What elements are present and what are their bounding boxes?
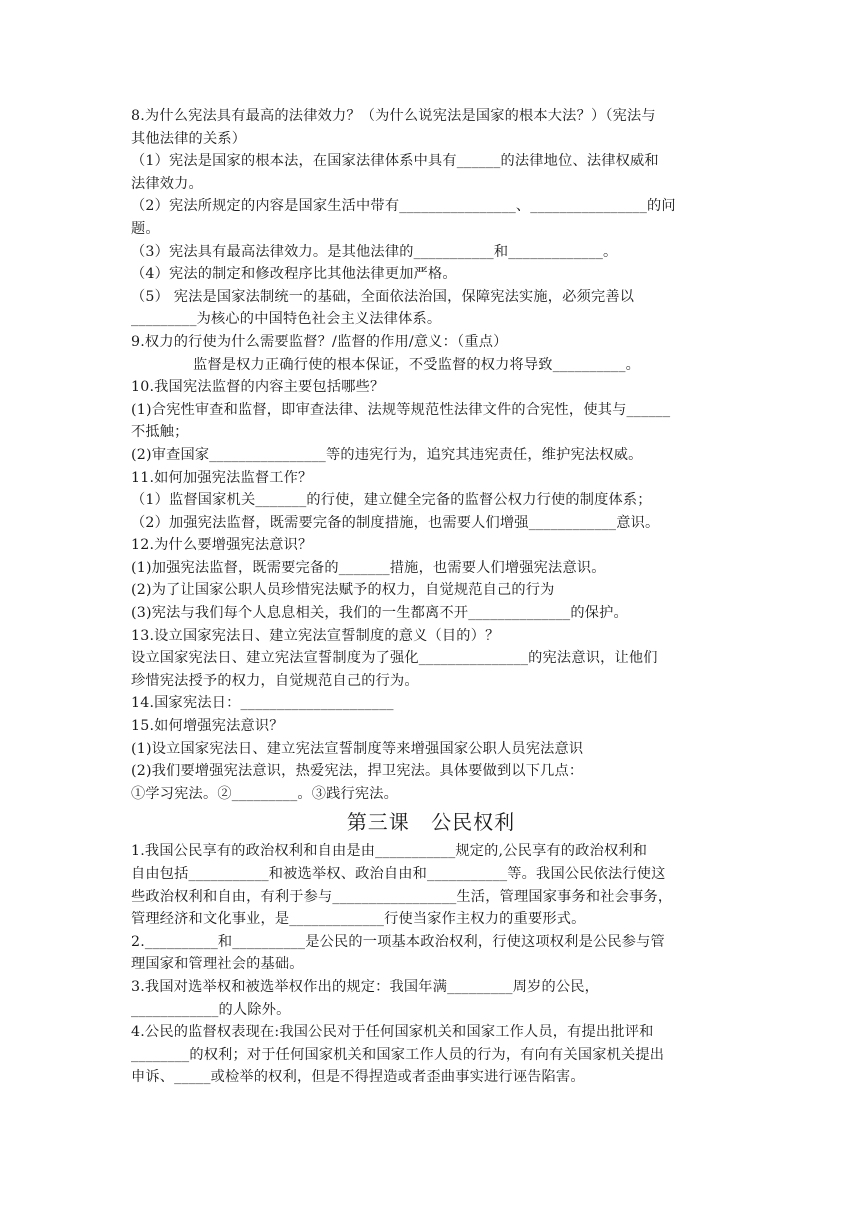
text-line: 12.为什么要增强宪法意识？ — [131, 537, 313, 554]
text-line: 理国家和管理社会的基础。 — [131, 956, 304, 973]
text-line: （2）加强宪法监督，既需要完备的制度措施，也需要人们增强____________意识。 — [131, 514, 660, 531]
text-line: (2)我们要增强宪法意识，热爱宪法，捍卫宪法。具体要做到以下几点： — [131, 763, 584, 780]
section-questions-8-15 — [131, 105, 731, 805]
text-line: 4.公民的监督权表现在:我国公民对于任何国家机关和国家工作人员，有提出批评和 — [131, 1024, 654, 1041]
text-line: 9.权力的行使为什么需要监督？/监督的作用/意义：（重点） — [131, 333, 508, 350]
text-line: (1)合宪性审查和监督，即审查法律、法规等规范性法律文件的合宪性，使其与______ — [131, 401, 671, 418]
text-line: 监督是权力正确行使的根本保证，不受监督的权力将导致__________。 — [193, 356, 641, 373]
text-line: 13.设立国家宪法日、建立宪法宣誓制度的意义（目的）？ — [131, 627, 500, 644]
text-line: (1)设立国家宪法日、建立宪法宣誓制度等来增强国家公职人员宪法意识 — [131, 740, 584, 757]
text-line: 珍惜宪法授予的权力，自觉规范自己的行为。 — [131, 672, 419, 689]
text-line: 15.如何增强宪法意识？ — [131, 718, 284, 735]
text-line: 自由包括___________和被选举权、政治自由和___________等。我国公民依法行使这 — [131, 866, 666, 882]
lesson-heading: 第三课 公民权利 — [346, 810, 516, 835]
text-line: ①学习宪法。②_________。③践行宪法。 — [131, 785, 399, 802]
text-line: （4）宪法的制定和修改程序比其他法律更加严格。 — [131, 266, 457, 283]
text-line: 10.我国宪法监督的内容主要包括哪些？ — [131, 379, 385, 396]
text-line: (3)宪法与我们每个人息息相关，我们的一生都离不开______________的保护。 — [131, 605, 628, 622]
text-line: （5） 宪法是国家法制统一的基础，全面依法治国，保障宪法实施，必须完善以 — [131, 288, 635, 305]
text-line: 些政治权利和自由，有利于参与_________________生活，管理国家事务和社会事务， — [131, 888, 673, 905]
text-line: 法律效力。 — [131, 175, 203, 192]
text-line: （2）宪法所规定的内容是国家生活中带有________________、________________的问 — [131, 198, 676, 215]
text-line: 设立国家宪法日、建立宪法宣誓制度为了强化_______________的宪法意识，让他们 — [131, 650, 658, 667]
text-line: (2)审查国家________________等的违宪行为，追究其违宪责任，维护宪法权威。 — [131, 446, 643, 463]
text-line: (1)加强宪法监督，既需要完备的_______措施，也需要人们增强宪法意识。 — [131, 559, 606, 576]
text-line: 14.国家宪法日：_____________________ — [131, 695, 394, 712]
text-line: ________的权利；对于任何国家机关和国家工作人员的行为，有向有关国家机关提出 — [131, 1046, 665, 1063]
text-line: (2)为了让国家公职人员珍惜宪法赋予的权力，自觉规范自己的行为 — [131, 582, 555, 599]
text-line: （1）监督国家机关_______的行使，建立健全完备的监督公权力行使的制度体系； — [131, 492, 652, 509]
section-lesson-3 — [131, 840, 731, 1089]
text-line: 申诉、_____或检举的权利，但是不得捏造或者歪曲事实进行诬告陷害。 — [131, 1069, 585, 1086]
text-line: 1.我国公民享有的政治权利和自由是由___________规定的,公民享有的政治权利和 — [131, 843, 648, 860]
text-line: ____________的人除外。 — [131, 1001, 291, 1018]
text-line: 题。 — [131, 220, 160, 237]
text-line: 不抵触； — [131, 424, 189, 441]
text-line: _________为核心的中国特色社会主义法律体系。 — [131, 311, 442, 328]
text-line: （1）宪法是国家的根本法，在国家法律体系中具有______的法律地位、法律权威和 — [131, 153, 659, 170]
text-line: 8.为什么宪法具有最高的法律效力？（为什么说宪法是国家的根本大法？）（宪法与 — [131, 108, 656, 124]
text-line: 2.__________和__________是公民的一项基本政治权利，行使这项权利是公民参与管 — [131, 933, 665, 950]
text-line: （3）宪法具有最高法律效力。是其他法律的___________和_____________。 — [131, 243, 618, 260]
text-line: 11.如何加强宪法监督工作？ — [131, 469, 313, 486]
text-line: 管理经济和文化事业，是_____________行使当家作主权力的重要形式。 — [131, 911, 586, 928]
document-page — [131, 105, 731, 1089]
text-line: 3.我国对选举权和被选举权作出的规定：我国年满_________周岁的公民， — [131, 978, 600, 995]
text-line: 其他法律的关系） — [131, 130, 247, 147]
